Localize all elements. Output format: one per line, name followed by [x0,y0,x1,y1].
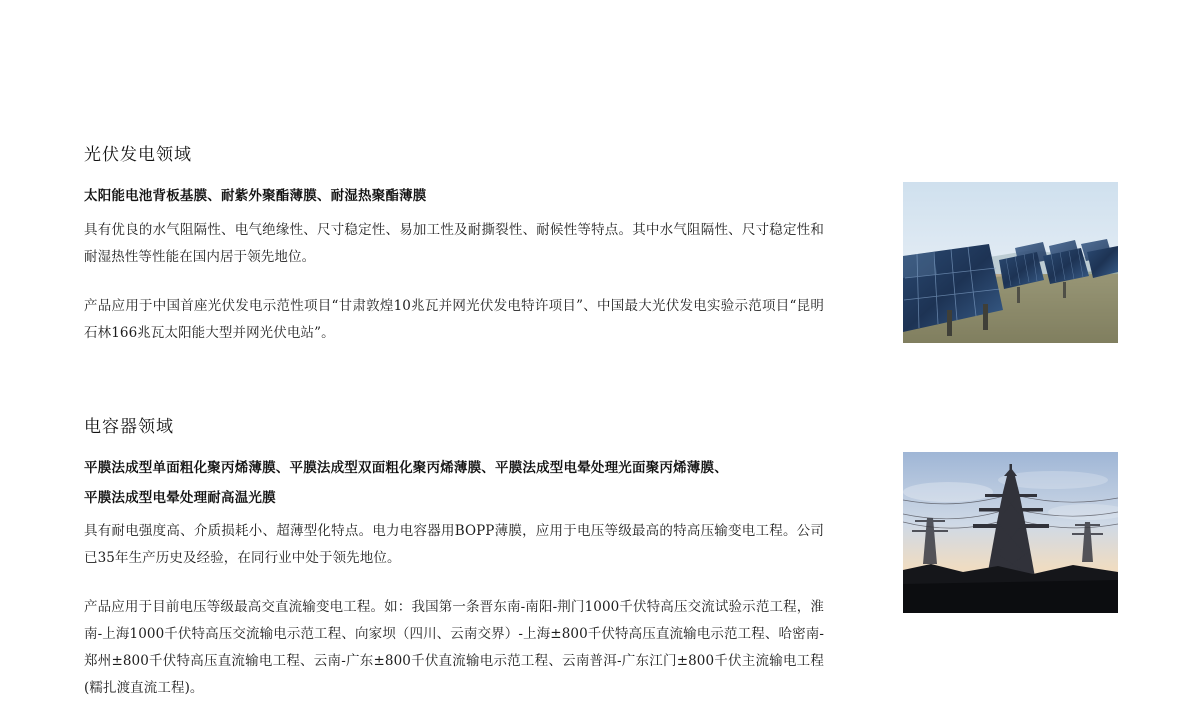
paragraph-solar-features: 具有优良的水气阻隔性、电气绝缘性、尺寸稳定性、易加工性及耐撕裂性、耐候性等特点。其中水气阻隔性、尺寸稳定性和耐湿热性等性能在国内居于领先地位。 [84,221,824,265]
solar-panel-array-photo [903,182,1118,343]
product-list-capacitor-line2: 平膜法成型电晕处理耐高温光膜 [84,489,276,506]
product-list-solar: 太阳能电池背板基膜、耐紫外聚酯薄膜、耐湿热聚酯薄膜 [84,188,427,204]
power-transmission-tower-photo [903,452,1118,613]
page-title: 光伏发电领域 [84,145,192,165]
paragraph-capacitor-applications: 产品应用于目前电压等级最高交直流输变电工程。如：我国第一条晋东南-南阳-荆门1000千伏特高压交流试验示范工程，淮南-上海1000千伏特高压交流输电示范工程、向家坝（四川、云南交界）-上海±800千伏特高压直流输电示范工程、哈密南-郑州±800千伏特高压直流输电工程、云南-广东±800千伏直流输电示范工程、云南普洱-广东江门±800千伏主流输电工程(糯扎渡直流工程)。 [84,599,824,697]
section-solar-power [84,140,824,347]
page-title-capacitor: 电容器领域 [84,417,174,437]
paragraph-solar-applications: 产品应用于中国首座光伏发电示范性项目“甘肃敦煌10兆瓦并网光伏发电特许项目”、中国最大光伏发电实验示范项目“昆明石林166兆瓦太阳能大型并网光伏电站”。 [84,297,824,341]
product-list-capacitor-line1: 平膜法成型单面粗化聚丙烯薄膜、平膜法成型双面粗化聚丙烯薄膜、平膜法成型电晕处理光面聚丙烯薄膜、 [84,460,728,476]
paragraph-capacitor-features: 具有耐电强度高、介质损耗小、超薄型化特点。电力电容器用BOPP薄膜，应用于电压等级最高的特高压输变电工程。公司已35年生产历史及经验，在同行业中处于领先地位。 [84,523,824,567]
transmission-tower-illustration [903,452,1118,613]
solar-panel-illustration [903,182,1118,343]
section-capacitor [84,412,824,702]
